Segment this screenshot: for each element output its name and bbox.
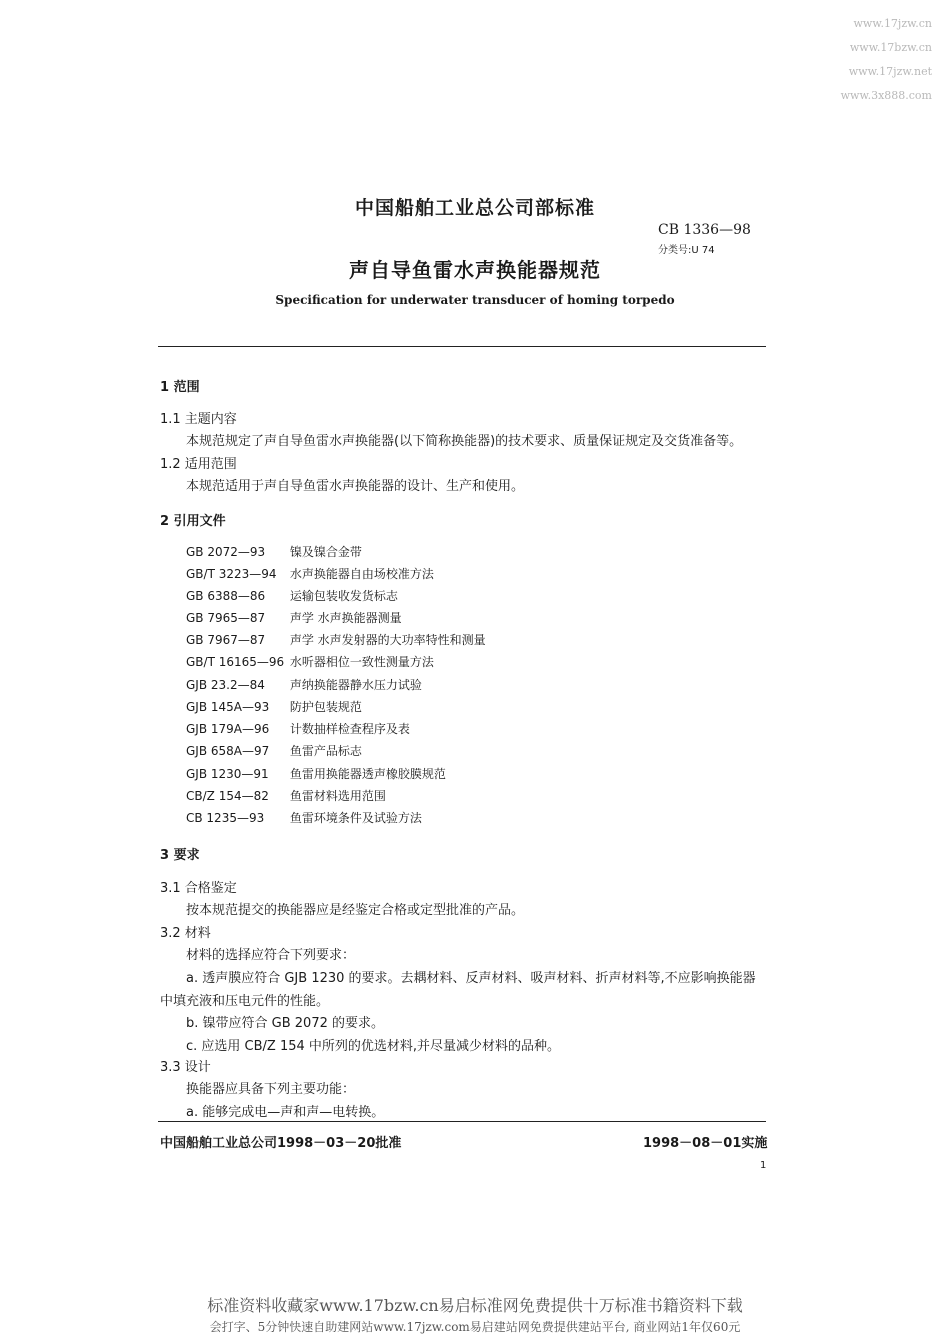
reference-code: GJB 658A—97: [186, 744, 270, 758]
document-subtitle-en: Specification for underwater transducer of homing torpedo: [275, 293, 675, 307]
section-3-2-item-a-cont: 中填充液和压电元件的性能。: [160, 994, 330, 1009]
reference-title: 计数抽样检查程序及表: [289, 722, 410, 736]
reference-code: GB 7967—87: [186, 633, 266, 647]
section-1-1-title: 1.1 主题内容: [160, 412, 237, 427]
reference-item: [186, 543, 362, 560]
reference-item: [186, 698, 362, 715]
section-3-2-intro: 材料的选择应符合下列要求：: [186, 948, 356, 963]
reference-code: GB 2072—93: [186, 545, 266, 559]
reference-title: 声纳换能器静水压力试验: [289, 678, 422, 692]
watermark-url: www.17jzw.cn: [853, 17, 932, 30]
section-3-2-item-a: a. 透声膜应符合 GJB 1230 的要求。去耦材料、反声材料、吸声材料、折声材料等,不应影响换能器: [186, 971, 756, 986]
reference-item: [186, 631, 486, 648]
page-number: 1: [760, 1160, 767, 1171]
reference-title: 水声换能器自由场校准方法: [289, 567, 434, 581]
reference-code: GJB 23.2—84: [186, 678, 265, 692]
section-2-heading: 2 引用文件: [160, 514, 226, 529]
reference-title: 鱼雷材料选用范围: [289, 789, 386, 803]
reference-title: 声学 水声发射器的大功率特性和测量: [289, 633, 486, 647]
reference-code: CB 1235—93: [186, 811, 265, 825]
standard-code: CB 1336—98: [658, 222, 751, 238]
reference-code: GB 6388—86: [186, 589, 266, 603]
reference-code: CB/Z 154—82: [186, 789, 269, 803]
reference-title: 水听器相位一致性测量方法: [289, 655, 434, 669]
reference-title: 镍及镍合金带: [289, 545, 362, 559]
reference-title: 声学 水声换能器测量: [289, 611, 402, 625]
section-3-heading: 3 要求: [160, 848, 200, 863]
section-3-3-intro: 换能器应具备下列主要功能：: [186, 1082, 356, 1097]
site-banner-secondary: 会打字、5分钟快速自助建网站www.17jzw.com易启建站网免费提供建站平台, 商业网站1年仅60元: [209, 1320, 741, 1334]
section-3-2-item-b: b. 镍带应符合 GB 2072 的要求。: [186, 1016, 384, 1031]
watermark-urls: [841, 12, 932, 108]
section-3-2-item-c: c. 应选用 CB/Z 154 中所列的优选材料,并尽量减少材料的品种。: [186, 1039, 561, 1054]
reference-code: GJB 179A—96: [186, 722, 270, 736]
watermark-url: www.17bzw.cn: [849, 41, 932, 54]
effective-date: 1998－08－01实施: [643, 1136, 768, 1151]
reference-code: GB/T 3223—94: [186, 567, 277, 581]
document-title: 声自导鱼雷水声换能器规范: [349, 258, 601, 282]
approval-date: 中国船舶工业总公司1998－03－20批准: [160, 1136, 402, 1151]
reference-item: [186, 809, 422, 826]
site-banner-primary: 标准资料收藏家www.17bzw.cn易启标准网免费提供十万标准书籍资料下载: [207, 1296, 743, 1315]
footer-divider: [158, 1121, 766, 1122]
section-3-3-item-a: a. 能够完成电—声和声—电转换。: [186, 1105, 385, 1120]
section-3-1-text: 按本规范提交的换能器应是经鉴定合格或定型批准的产品。: [186, 903, 525, 918]
reference-title: 鱼雷环境条件及试验方法: [289, 811, 422, 825]
section-1-2-title: 1.2 适用范围: [160, 457, 237, 472]
reference-item: [186, 720, 410, 737]
watermark-url: www.3x888.com: [840, 89, 932, 102]
watermark-url: www.17jzw.net: [848, 65, 932, 78]
reference-code: GB/T 16165—96: [186, 655, 285, 669]
section-3-2-title: 3.2 材料: [160, 926, 211, 941]
section-1-2-text: 本规范适用于声自导鱼雷水声换能器的设计、生产和使用。: [186, 479, 525, 494]
section-3-3-title: 3.3 设计: [160, 1060, 211, 1075]
reference-code: GJB 1230—91: [186, 767, 269, 781]
reference-item: [186, 587, 398, 604]
reference-item: [186, 765, 446, 782]
reference-item: [186, 787, 386, 804]
reference-title: 鱼雷用换能器透声橡胶膜规范: [289, 767, 446, 781]
reference-item: [186, 653, 434, 670]
reference-item: [186, 565, 434, 582]
reference-item: [186, 742, 362, 759]
reference-code: GJB 145A—93: [186, 700, 270, 714]
reference-title: 防护包装规范: [289, 700, 362, 714]
reference-item: [186, 676, 422, 693]
section-1-1-text: 本规范规定了声自导鱼雷水声换能器(以下简称换能器)的技术要求、质量保证规定及交货准备等。: [186, 434, 743, 449]
reference-code: GB 7965—87: [186, 611, 266, 625]
section-1-heading: 1 范围: [160, 380, 200, 395]
header-divider: [158, 346, 766, 347]
classification-number: 分类号:U 74: [658, 245, 715, 256]
reference-title: 鱼雷产品标志: [289, 744, 362, 758]
section-3-1-title: 3.1 合格鉴定: [160, 881, 237, 896]
issuing-organization: 中国船舶工业总公司部标准: [354, 197, 595, 219]
reference-item: [186, 609, 402, 626]
reference-title: 运输包装收发货标志: [289, 589, 398, 603]
